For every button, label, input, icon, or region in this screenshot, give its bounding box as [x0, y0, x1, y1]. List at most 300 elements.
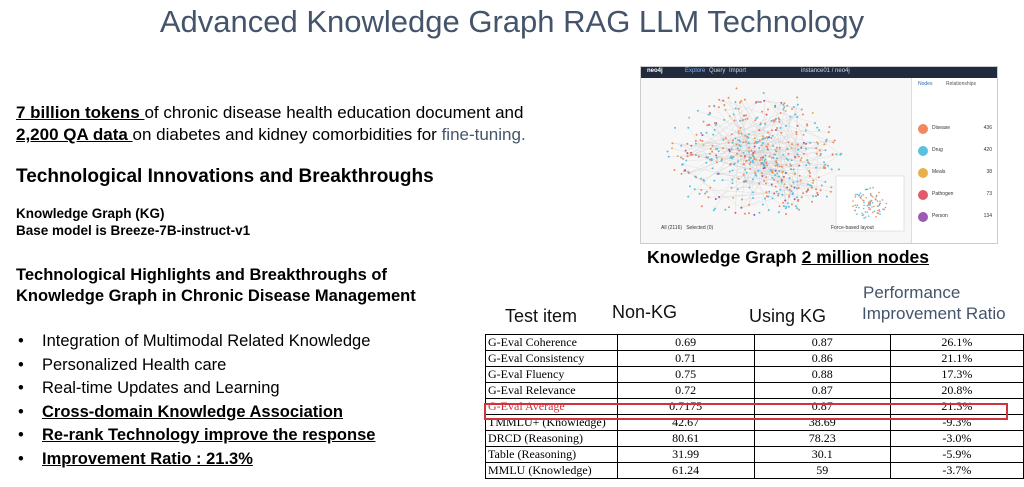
graph-node — [806, 159, 808, 161]
graph-node — [788, 141, 790, 143]
graph-node — [762, 204, 764, 206]
graph-node — [771, 184, 773, 186]
graph-node — [754, 119, 756, 121]
graph-node — [800, 180, 802, 182]
graph-node — [754, 146, 756, 148]
graph-node — [746, 172, 748, 174]
graph-node — [764, 159, 766, 161]
graph-node — [800, 159, 802, 161]
minimap-node — [879, 214, 881, 216]
graph-node — [698, 156, 700, 158]
slide-title: Advanced Knowledge Graph RAG LLM Technology — [159, 4, 865, 39]
graph-node — [724, 209, 726, 211]
graph-node — [775, 186, 777, 188]
graph-node — [773, 192, 775, 194]
minimap-node — [858, 195, 860, 197]
minimap-node — [865, 216, 867, 218]
graph-node — [748, 159, 750, 161]
graph-node — [783, 176, 785, 178]
graph-node — [734, 101, 736, 103]
minimap-node — [865, 189, 867, 191]
graph-node — [778, 211, 780, 213]
legend-item — [916, 166, 994, 180]
graph-node — [754, 142, 756, 144]
legend-label: Pathogen — [932, 191, 954, 197]
graph-node — [706, 124, 708, 126]
graph-node — [677, 155, 679, 157]
graph-node — [823, 167, 825, 169]
graph-node — [758, 183, 760, 185]
graph-node — [668, 156, 670, 158]
graph-node — [762, 135, 764, 137]
graph-node — [712, 145, 714, 147]
graph-node — [748, 151, 750, 153]
legend-color-dot — [918, 146, 928, 156]
graph-node — [722, 139, 724, 141]
minimap-node — [863, 202, 865, 204]
graph-node — [689, 185, 691, 187]
graph-node — [764, 123, 766, 125]
graph-node — [730, 155, 732, 157]
legend-panel — [911, 78, 998, 243]
table-row — [486, 335, 1024, 351]
table-cell: 0.86 — [754, 351, 890, 367]
minimap-node — [870, 193, 872, 195]
graph-node — [823, 161, 825, 163]
table-row — [486, 367, 1024, 383]
graph-node — [734, 212, 736, 214]
graph-node — [718, 196, 720, 198]
graph-node — [729, 171, 731, 173]
graph-node — [779, 165, 781, 167]
list-item: • Personalized Health care — [16, 354, 375, 378]
minimap-node — [879, 209, 881, 211]
graph-node — [732, 169, 734, 171]
graph-node — [777, 163, 779, 165]
graph-node — [758, 147, 760, 149]
minimap-node — [854, 210, 856, 212]
minimap-node — [873, 206, 875, 208]
graph-node — [803, 134, 805, 136]
graph-node — [737, 160, 739, 162]
graph-node — [820, 153, 822, 155]
graph-node — [744, 118, 746, 120]
minimap-node — [876, 195, 878, 197]
graph-node — [715, 154, 717, 156]
minimap-node — [879, 211, 881, 213]
graph-node — [687, 196, 689, 198]
graph-node — [688, 117, 690, 119]
graph-node — [750, 150, 752, 152]
graph-node — [754, 151, 756, 153]
graph-node — [824, 164, 826, 166]
graph-node — [791, 108, 793, 110]
graph-node — [779, 205, 781, 207]
graph-node — [805, 143, 807, 145]
minimap-node — [868, 202, 870, 204]
graph-node — [814, 122, 816, 124]
graph-node — [816, 153, 818, 155]
graph-node — [713, 105, 715, 107]
graph-node — [823, 143, 825, 145]
graph-node — [690, 154, 692, 156]
graph-node — [773, 157, 775, 159]
graph-node — [815, 147, 817, 149]
graph-node — [816, 127, 818, 129]
graph-node — [721, 158, 723, 160]
table-cell: 61.24 — [617, 463, 754, 479]
graph-node — [758, 101, 760, 103]
graph-node — [827, 165, 829, 167]
graph-node — [758, 212, 760, 214]
finetune-text: fine-tuning. — [441, 125, 526, 144]
graph-node — [718, 173, 720, 175]
graph-node — [747, 118, 749, 120]
graph-node — [826, 196, 828, 198]
header-test-item: Test item — [505, 306, 578, 326]
graph-node — [779, 147, 781, 149]
graph-visualization — [641, 78, 911, 243]
innovations-heading: Technological Innovations and Breakthroughs — [16, 166, 434, 187]
header-non-kg: Non-KG — [612, 302, 678, 322]
graph-node — [766, 146, 768, 148]
graph-node — [801, 109, 803, 111]
highlights-list — [16, 330, 375, 471]
knowledge-graph-screenshot — [640, 66, 998, 244]
graph-node — [718, 150, 720, 152]
graph-node — [739, 141, 741, 143]
table-cell: 0.87 — [754, 383, 890, 399]
graph-node — [695, 143, 697, 145]
graph-node — [706, 132, 708, 134]
graph-node — [749, 163, 751, 165]
minimap-node — [857, 204, 859, 206]
graph-node — [788, 196, 790, 198]
graph-node — [785, 110, 787, 112]
legend-label: Drug — [932, 147, 943, 153]
graph-node — [749, 157, 751, 159]
graph-node — [713, 209, 715, 211]
graph-node — [765, 182, 767, 184]
graph-node — [828, 131, 830, 133]
graph-node — [697, 110, 699, 112]
graph-node — [834, 140, 836, 142]
graph-node — [778, 170, 780, 172]
graph-node — [773, 179, 775, 181]
minimap-node — [886, 203, 888, 205]
minimap-node — [868, 209, 870, 211]
table-cell: 80.61 — [617, 431, 754, 447]
graph-node — [791, 147, 793, 149]
graph-node — [767, 143, 769, 145]
graph-node — [765, 191, 767, 193]
graph-node — [782, 202, 784, 204]
graph-node — [708, 124, 710, 126]
graph-node — [798, 209, 800, 211]
graph-node — [795, 157, 797, 159]
graph-node — [743, 164, 745, 166]
table-cell: 20.8% — [890, 383, 1023, 399]
graph-node — [732, 139, 734, 141]
graph-node — [748, 204, 750, 206]
minimap-node — [877, 212, 879, 214]
graph-node — [732, 179, 734, 181]
graph-node — [778, 193, 780, 195]
graph-node — [722, 100, 724, 102]
graph-node — [796, 96, 798, 98]
graph-node — [765, 176, 767, 178]
minimap-node — [872, 212, 874, 214]
graph-node — [685, 160, 687, 162]
minimap-node — [872, 196, 874, 198]
graph-node — [754, 137, 756, 139]
graph-node — [811, 185, 813, 187]
graph-node — [732, 156, 734, 158]
graph-node — [729, 164, 731, 166]
graph-node — [800, 147, 802, 149]
graph-node — [740, 155, 742, 157]
graph-node — [709, 153, 711, 155]
graph-node — [801, 157, 803, 159]
minimap-node — [879, 204, 881, 206]
legend-item — [916, 210, 994, 224]
table-cell: 42.67 — [617, 415, 754, 431]
minimap-node — [877, 205, 879, 207]
graph-node — [798, 187, 800, 189]
list-item: • Re-rank Technology improve the response — [16, 424, 375, 448]
graph-node — [743, 174, 745, 176]
graph-node — [743, 115, 745, 117]
graph-node — [757, 170, 759, 172]
graph-node — [797, 125, 799, 127]
graph-node — [771, 171, 773, 173]
graph-node — [776, 173, 778, 175]
graph-node — [779, 189, 781, 191]
qa-emphasis: 2,200 QA data — [16, 125, 133, 144]
table-cell: G-Eval Fluency — [486, 367, 618, 383]
graph-node — [785, 172, 787, 174]
graph-node — [802, 192, 804, 194]
minimap-node — [874, 211, 876, 213]
graph-node — [701, 205, 703, 207]
graph-node — [752, 161, 754, 163]
minimap-node — [856, 213, 858, 215]
graph-node — [796, 116, 798, 118]
graph-node — [731, 187, 733, 189]
graph-node — [739, 120, 741, 122]
graph-node — [752, 155, 754, 157]
graph-node — [763, 92, 765, 94]
graph-node — [711, 158, 713, 160]
minimap-node — [855, 194, 857, 196]
graph-node — [776, 157, 778, 159]
graph-node — [686, 152, 688, 154]
graph-node — [718, 106, 720, 108]
graph-node — [711, 151, 713, 153]
graph-node — [690, 145, 692, 147]
graph-node — [805, 164, 807, 166]
graph-node — [745, 114, 747, 116]
table-cell: 0.87 — [754, 399, 890, 415]
graph-node — [704, 193, 706, 195]
graph-node — [718, 99, 720, 101]
minimap-node — [870, 202, 872, 204]
graph-node — [787, 153, 789, 155]
graph-node — [785, 213, 787, 215]
list-item: • Cross-domain Knowledge Association — [16, 401, 375, 425]
graph-node — [835, 153, 837, 155]
screenshot-topbar — [641, 67, 997, 78]
minimap-node — [861, 213, 863, 215]
intro-paragraph — [16, 102, 636, 146]
graph-node — [792, 192, 794, 194]
graph-node — [763, 167, 765, 169]
graph-node — [786, 158, 788, 160]
graph-node — [709, 187, 711, 189]
graph-node — [815, 167, 817, 169]
graph-node — [760, 163, 762, 165]
graph-node — [764, 198, 766, 200]
legend-item — [916, 122, 994, 136]
graph-node — [753, 158, 755, 160]
graph-node — [725, 137, 727, 139]
graph-node — [749, 187, 751, 189]
graph-node — [737, 139, 739, 141]
table-cell: G-Eval Average — [486, 399, 618, 415]
graph-node — [743, 181, 745, 183]
graph-node — [775, 150, 777, 152]
list-item: • Improvement Ratio : 21.3% — [16, 448, 375, 472]
graph-node — [803, 142, 805, 144]
graph-node — [782, 104, 784, 106]
graph-node — [733, 163, 735, 165]
graph-node — [744, 155, 746, 157]
graph-node — [817, 143, 819, 145]
graph-node — [714, 129, 716, 131]
graph-node — [761, 175, 763, 177]
graph-node — [755, 174, 757, 176]
graph-node — [708, 196, 710, 198]
tokens-emphasis: 7 billion tokens — [16, 103, 145, 122]
header-performance — [862, 282, 1006, 324]
graph-node — [783, 205, 785, 207]
graph-node — [729, 150, 731, 152]
graph-node — [839, 154, 841, 156]
graph-node — [778, 119, 780, 121]
legend-color-dot — [918, 190, 928, 200]
table-cell: G-Eval Consistency — [486, 351, 618, 367]
graph-node — [784, 200, 786, 202]
minimap-node — [855, 196, 857, 198]
table-cell: 0.75 — [617, 367, 754, 383]
average-row-highlight — [484, 403, 1008, 420]
graph-node — [796, 133, 798, 135]
graph-node — [746, 160, 748, 162]
graph-node — [766, 114, 768, 116]
graph-node — [776, 147, 778, 149]
minimap-node — [860, 198, 862, 200]
graph-node — [806, 191, 808, 193]
graph-node — [756, 101, 758, 103]
intro-text-1: of chronic disease health education document and — [144, 103, 524, 122]
graph-node — [671, 142, 673, 144]
graph-node — [824, 181, 826, 183]
graph-node — [781, 181, 783, 183]
table-cell: 0.69 — [617, 335, 754, 351]
graph-node — [737, 130, 739, 132]
graph-node — [825, 140, 827, 142]
graph-node — [681, 173, 683, 175]
graph-node — [703, 144, 705, 146]
graph-node — [816, 192, 818, 194]
graph-node — [740, 207, 742, 209]
graph-node — [761, 138, 763, 140]
table-cell: -5.9% — [890, 447, 1023, 463]
graph-node — [703, 121, 705, 123]
minimap-node — [871, 200, 873, 202]
graph-node — [694, 188, 696, 190]
header-using-kg: Using KG — [749, 306, 827, 326]
graph-node — [712, 134, 714, 136]
graph-node — [716, 161, 718, 163]
graph-node — [819, 149, 821, 151]
minimap-node — [857, 194, 859, 196]
graph-node — [785, 125, 787, 127]
graph-node — [820, 189, 822, 191]
graph-node — [769, 155, 771, 157]
graph-node — [728, 142, 730, 144]
graph-node — [793, 168, 795, 170]
minimap-node — [869, 200, 871, 202]
graph-node — [722, 147, 724, 149]
graph-node — [763, 180, 765, 182]
minimap-node — [852, 200, 854, 202]
graph-node — [796, 188, 798, 190]
legend-count: 38 — [986, 169, 992, 175]
graph-node — [729, 115, 731, 117]
minimap-node — [885, 207, 887, 209]
graph-node — [773, 121, 775, 123]
graph-node — [680, 157, 682, 159]
graph-node — [768, 191, 770, 193]
minimap-node — [869, 204, 871, 206]
graph-node — [732, 182, 734, 184]
graph-node — [738, 132, 740, 134]
graph-node — [774, 174, 776, 176]
legend-count: 134 — [983, 213, 992, 219]
graph-node — [733, 113, 735, 115]
highlights-heading — [16, 265, 516, 307]
graph-node — [793, 106, 795, 108]
list-item: • Integration of Multimodal Related Knowledge — [16, 330, 375, 354]
graph-node — [706, 191, 708, 193]
graph-node — [748, 142, 750, 144]
graph-node — [748, 212, 750, 214]
table-cell: 31.99 — [617, 447, 754, 463]
graph-node — [774, 154, 776, 156]
table-cell: 21.1% — [890, 351, 1023, 367]
graph-node — [699, 193, 701, 195]
graph-node — [768, 136, 770, 138]
graph-node — [807, 189, 809, 191]
graph-caption: Knowledge Graph 2 million nodes — [647, 247, 929, 267]
minimap-node — [875, 199, 877, 201]
legend-color-dot — [918, 212, 928, 222]
table-cell: 0.7175 — [617, 399, 754, 415]
graph-node — [805, 148, 807, 150]
graph-node — [715, 124, 717, 126]
graph-node — [702, 179, 704, 181]
